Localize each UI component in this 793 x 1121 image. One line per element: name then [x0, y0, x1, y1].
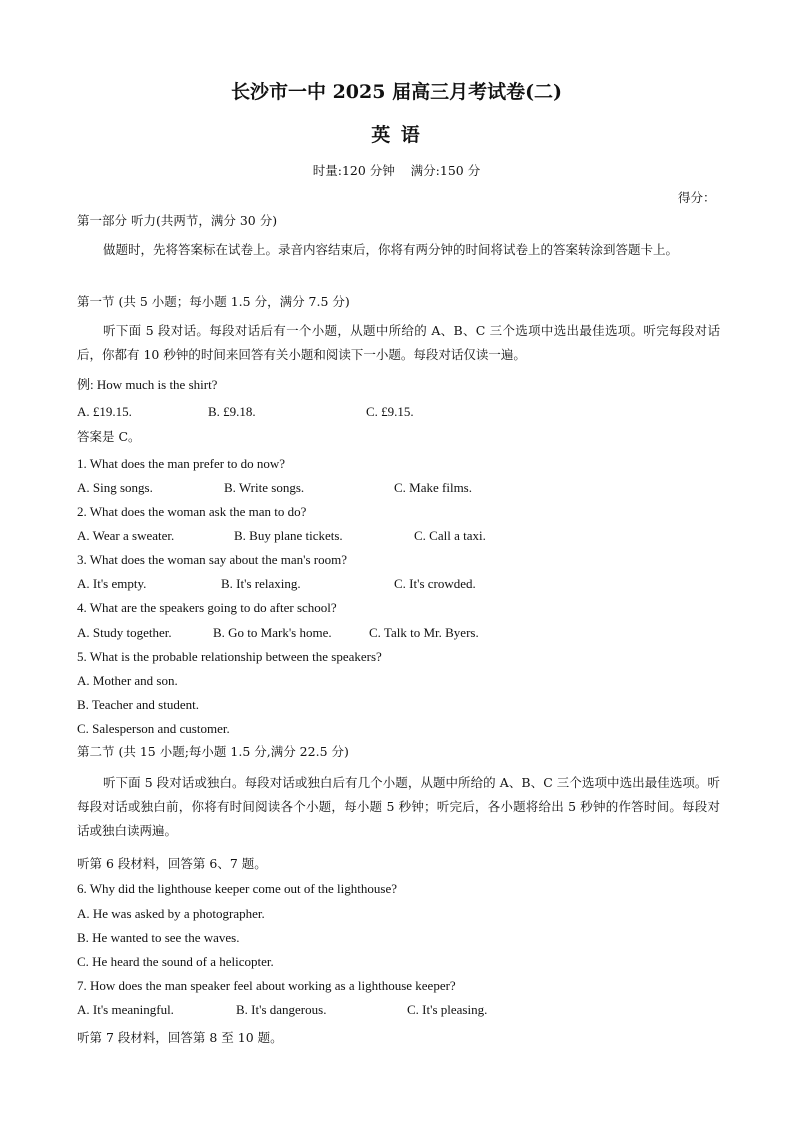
section2-instruction: 听下面 5 段对话或独白。每段对话或独白后有几个小题，从题中所给的 A、B、C 三个选项中选出最佳选项。听每段对话或独白前，你将有时间阅读各个小题，每小题 5 秒钟；听完后，各小题将给出 5 秒钟的作答时间。每段对话或独白读两遍。 — [77, 775, 720, 838]
q6-option-c: C. He heard the sound of a helicopter. — [77, 954, 274, 969]
section2-heading: 第二节 (共 15 小题;每小题 1.5 分,满分 22.5 分) — [77, 744, 349, 759]
example-answer: 答案是 C。 — [77, 429, 141, 444]
q7-option-a: A. It's meaningful. — [77, 1002, 174, 1017]
q2-option-c: C. Call a taxi. — [414, 528, 486, 543]
question-1: 1. What does the man prefer to do now? — [77, 456, 286, 471]
q1-option-a: A. Sing songs. — [77, 480, 153, 495]
question-2: 2. What does the woman ask the man to do? — [77, 504, 307, 519]
q6-option-a: A. He was asked by a photographer. — [77, 906, 265, 921]
question-4: 4. What are the speakers going to do after school? — [77, 600, 337, 615]
score-label: 得分： — [678, 190, 716, 205]
section1-instruction: 听下面 5 段对话。每段对话后有一个小题，从题中所给的 A、B、C 三个选项中选出最佳选项。听完每段对话后，你都有 10 秒钟的时间来回答有关小题和阅读下一小题。每段对话仅读一遍。 — [77, 323, 720, 362]
q1-option-b: B. Write songs. — [224, 480, 305, 495]
q7-option-c: C. It's pleasing. — [407, 1002, 488, 1017]
example-option-b: B. £9.18. — [208, 404, 256, 419]
part1-instruction: 做题时，先将答案标在试卷上。录音内容结束后，你将有两分钟的时间将试卷上的答案转涂到答题卡上。 — [103, 242, 679, 257]
q5-option-b: B. Teacher and student. — [77, 697, 199, 712]
example-option-c: C. £9.15. — [366, 404, 414, 419]
section1-heading: 第一节 (共 5 小题；每小题 1.5 分，满分 7.5 分) — [77, 294, 350, 309]
q3-option-b: B. It's relaxing. — [221, 576, 301, 591]
subject-title: 英 语 — [371, 124, 422, 146]
time-info: 时量:120 分钟 满分:150 分 — [312, 163, 481, 178]
q6-option-b: B. He wanted to see the waves. — [77, 930, 240, 945]
question-7: 7. How does the man speaker feel about working as a lighthouse keeper? — [77, 978, 456, 993]
question-5: 5. What is the probable relationship between the speakers? — [77, 649, 382, 664]
q3-option-c: C. It's crowded. — [394, 576, 476, 591]
material6-heading: 听第 6 段材料，回答第 6、7 题。 — [77, 856, 267, 871]
q4-option-a: A. Study together. — [77, 625, 172, 640]
q5-option-a: A. Mother and son. — [77, 673, 178, 688]
q4-option-b: B. Go to Mark's home. — [213, 625, 332, 640]
example-option-a: A. £19.15. — [77, 404, 132, 419]
part1-heading: 第一部分 听力(共两节，满分 30 分) — [77, 213, 278, 228]
question-3: 3. What does the woman say about the man's room? — [77, 552, 347, 567]
q2-option-b: B. Buy plane tickets. — [234, 528, 343, 543]
material7-heading: 听第 7 段材料，回答第 8 至 10 题。 — [77, 1030, 283, 1045]
q5-option-c: C. Salesperson and customer. — [77, 721, 230, 736]
exam-title: 长沙市一中 2025 届高三月考试卷(二) — [230, 81, 563, 103]
q7-option-b: B. It's dangerous. — [236, 1002, 327, 1017]
q4-option-c: C. Talk to Mr. Byers. — [369, 625, 479, 640]
example-question: 例: How much is the shirt? — [77, 377, 218, 392]
q1-option-c: C. Make films. — [394, 480, 472, 495]
question-6: 6. Why did the lighthouse keeper come out of the lighthouse? — [77, 881, 397, 896]
q3-option-a: A. It's empty. — [77, 576, 147, 591]
q2-option-a: A. Wear a sweater. — [77, 528, 175, 543]
